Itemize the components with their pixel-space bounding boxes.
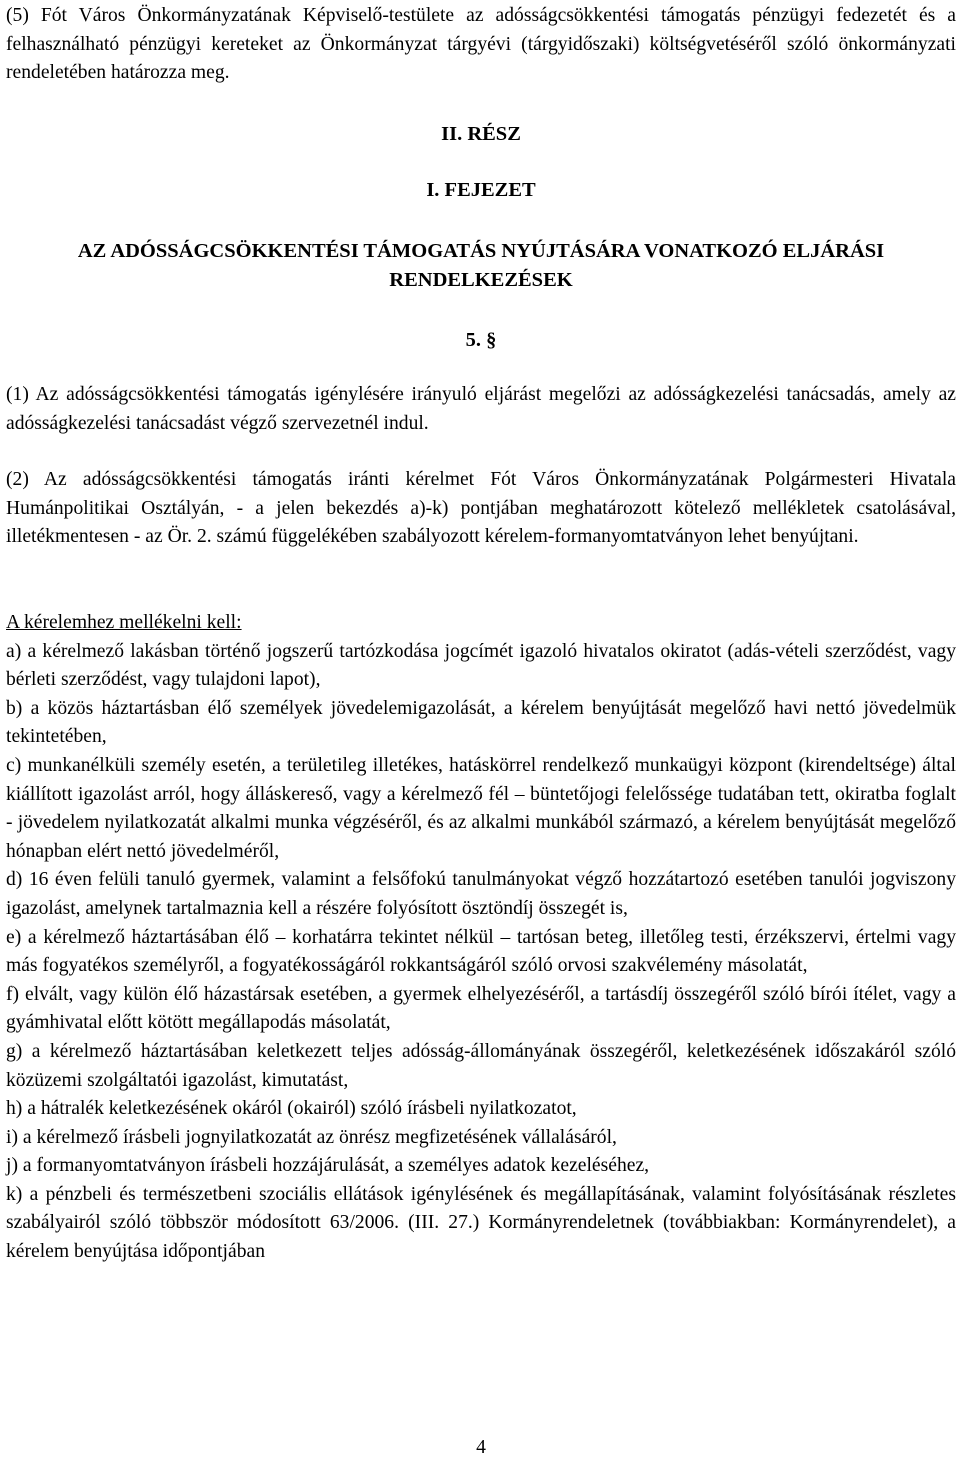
document-page (6, 0, 956, 1484)
attachment-item-e: e) a kérelmező háztartásában élő – korhatárra tekintet nélkül – tartósan beteg, illetőleg testi, érzékszervi, értelmi vagy más fogyatékos személyről, a fogyatékosságáról rokkantságáról szóló orvosi szakvélemény másolatát, (6, 926, 956, 977)
attachments-label: A kérelemhez mellékelni kell: (6, 612, 242, 633)
intro-paragraph: (5) Fót Város Önkormányzatának Képviselő-testülete az adósságcsökkentési támogatás pénzügyi fedezetét és a felhasználható pénzügyi kereteket az Önkormányzat tárgyévi (tárgyidőszaki) költségvetéséről szóló önkormányzati rendeletében határozza meg. (6, 5, 956, 84)
attachment-item-g: g) a kérelmező háztartásában keletkezett teljes adósság-állományának összegéről, keletkezésének időszakáról szóló közüzemi szolgáltatói igazolást, kimutatást, (6, 1040, 956, 1091)
page-number: 4 (476, 1437, 486, 1458)
paragraph-2: (2) Az adósságcsökkentési támogatás iránti kérelmet Fót Város Önkormányzatának Polgármesteri Hivatala Humánpolitikai Osztályán, - a jelen bekezdés a)-k) pontjában meghatározott kötelező mellékletek csatolásával, illetékmentesen - az Ör. 2. számú függelékében szabályozott kérelem-formanyomtatványon lehet benyújtani. (6, 469, 956, 548)
attachment-item-k: k) a pénzbeli és természetbeni szociális ellátások igénylésének és megállapításának, valamint folyósításának részletes szabályairól szóló többször módosított 63/2006. (III. 27.) Kormányrendeletnek (továbbiakban: Kormányrendelet), a kérelem benyújtása időpontjában (6, 1183, 956, 1263)
attachment-item-a: a) a kérelmező lakásban történő jogszerű tartózkodása jogcímét igazoló hivatalos okiratot (adás-vételi szerződést, vagy bérleti szerződést, vagy tulajdoni lapot), (6, 640, 956, 691)
section-sign: 5. § (465, 329, 497, 351)
attachment-item-j: j) a formanyomtatványon írásbeli hozzájárulását, a személyes adatok kezeléséhez, (6, 1155, 650, 1177)
part-title: II. RÉSZ (441, 123, 521, 145)
paragraph-1: (1) Az adósságcsökkentési támogatás igénylésére irányuló eljárást megelőzi az adósságkezelési tanácsadás, amely az adósságkezelési tanácsadást végző szervezetnél indul. (6, 384, 956, 434)
attachment-item-i: i) a kérelmező írásbeli jognyilatkozatát az önrész megfizetésének vállalásáról, (6, 1126, 617, 1148)
attachments-list (6, 609, 956, 1267)
attachment-item-h: h) a hátralék keletkezésének okáról (okairól) szóló írásbeli nyilatkozatot, (6, 1098, 577, 1120)
chapter-subtitle: AZ ADÓSSÁGCSÖKKENTÉSI TÁMOGATÁS NYÚJTÁSÁRA VONATKOZÓ ELJÁRÁSI RENDELKEZÉSEK (77, 240, 885, 291)
attachment-item-f: f) elvált, vagy külön élő házastársak esetében, a gyermek elhelyezéséről, a tartásdíj összegéről szóló bírói ítélet, vagy a gyámhivatal előtt kötött megállapodás másolatát, (6, 983, 956, 1034)
chapter-title: I. FEJEZET (426, 179, 536, 201)
attachment-item-c: c) munkanélküli személy esetén, a területileg illetékes, hatáskörrel rendelkező munkaügyi központ (kirendeltsége) által kiállított igazolást arról, hogy álláskereső, vagy a kérelmező fél – büntetőjogi felelőssége tudatában tett, okiratba foglalt - jövedelem nyilatkozatát alkalmi munka végzéséről, és az alkalmi munkából származó, a kérelem benyújtását megelőző hónapban elért nettó jövedelméről, (6, 754, 956, 862)
attachment-item-d: d) 16 éven felüli tanuló gyermek, valamint a felsőfokú tanulmányokat végző hozzátartozó esetében tanulói jogviszony igazolást, amelynek tartalmaznia kell a részére folyósított ösztöndíj összegét is, (6, 869, 956, 919)
attachment-item-b: b) a közös háztartásban élő személyek jövedelemigazolását, a kérelem benyújtását megelőző havi nettó jövedelmük tekintetében, (6, 697, 956, 748)
